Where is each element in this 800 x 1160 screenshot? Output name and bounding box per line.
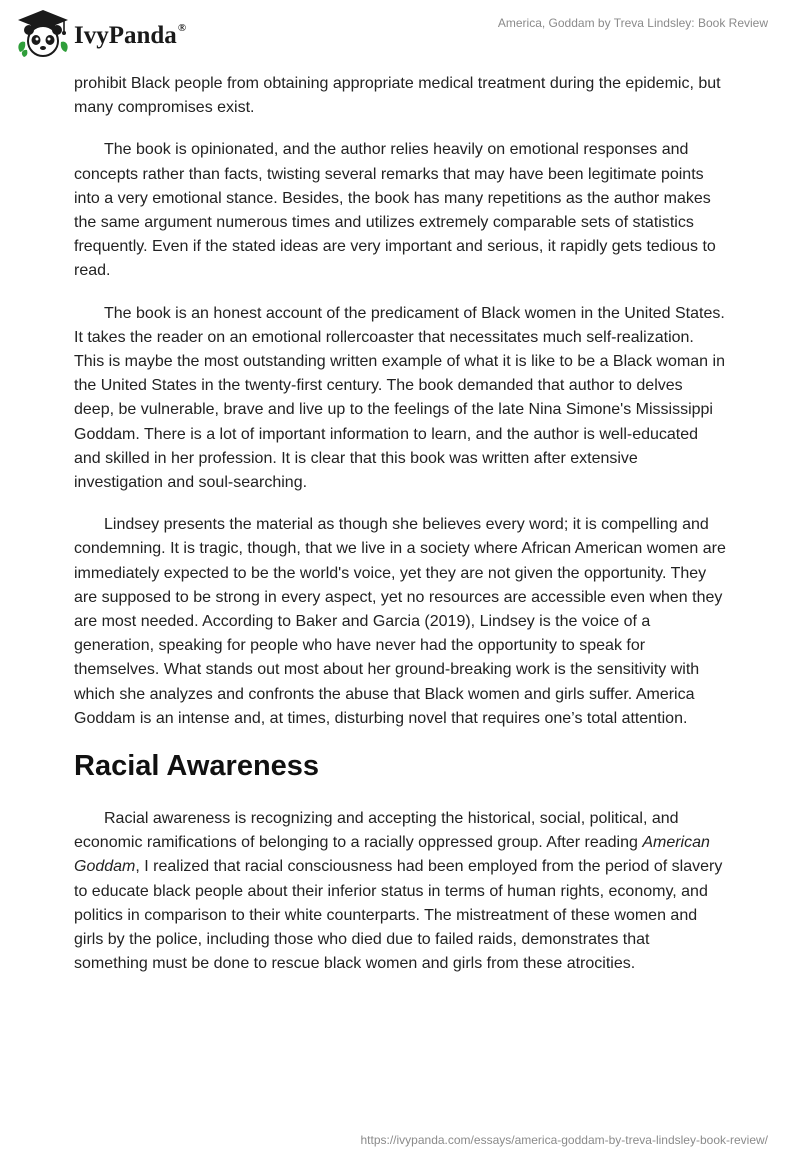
paragraph-lindsey: Lindsey presents the material as though she believes every word; it is compelling and condemning. It is tragic, though, that we live in a society where African American women are immediately expected to be the world's voice, yet they are not given the opportunity. They are supposed to be strong in every aspect, yet no resources are accessible even when they are most needed. According to Baker and Garcia (2019), Lindsey is the voice of a generation, speaking for people who have never had the opportunity to speak for themselves. What stands out most about her ground-breaking work is the sensitivity with which she analyzes and confronts the abuse that Black women and girls suffer. America Goddam is an intense and, at times, disturbing novel that requires one’s total attention. [74,516,726,727]
essay-body [74,72,726,995]
registered-mark: ® [177,22,187,34]
brand-name: IvyPanda® [74,22,187,49]
paragraph-text-end: , I realized that racial consciousness had been employed from the period of slavery to educate black people about their inferior status in terms of human rights, economy, and politics in comparison to their white counterparts. The mistreatment of these women and girls by the police, including those who died due to failed raids, demonstrates that something must be done to rescue black women and girls from these atrocities. [74,858,723,973]
paragraph-text-start: Racial awareness is recognizing and accepting the historical, social, political, and economic ramifications of belonging to a racially oppressed group. After reading [74,810,679,852]
panda-graduate-icon [14,8,72,60]
section-heading-racial-awareness: Racial Awareness [74,750,320,783]
paragraph-racial-awareness [74,807,726,976]
paragraph-honest-account: The book is an honest account of the predicament of Black women in the United States. It takes the reader on an emotional rollercoaster that necessitates much self-realization. This is maybe the most outstanding written example of what it is like to be a Black woman in the United States in the twenty-first century. The book demanded that author to delves deep, be vulnerable, brave and live up to the feelings of the late Nina Simone's Mississippi Goddam. There is a lot of important information to learn, and the author is well-educated and skilled in her profession. It is clear that this book was written after extensive investigation and soul-searching. [74,304,725,492]
ivypanda-logo[interactable] [14,8,186,60]
paragraph-continued: prohibit Black people from obtaining appropriate medical treatment during the epidemic, but many compromises exist. [74,75,721,117]
paragraph-opinionated: The book is opinionated, and the author relies heavily on emotional responses and concepts rather than facts, twisting several remarks that may have been legitimate points into a very emotional stance. Besides, the book has many repetitions as the author makes the same argument numerous times and utilizes extremely comparable sets of statistics frequently. Even if the stated ideas are very important and serious, it rapidly gets tedious to read. [74,141,716,280]
book-title-italic: American Goddam [74,834,710,876]
source-url[interactable]: https://ivypanda.com/essays/america-goddam-by-treva-lindsley-book-review/ [360,1133,768,1147]
document-title: America, Goddam by Treva Lindsley: Book Review [497,16,768,30]
page-header [0,0,800,70]
